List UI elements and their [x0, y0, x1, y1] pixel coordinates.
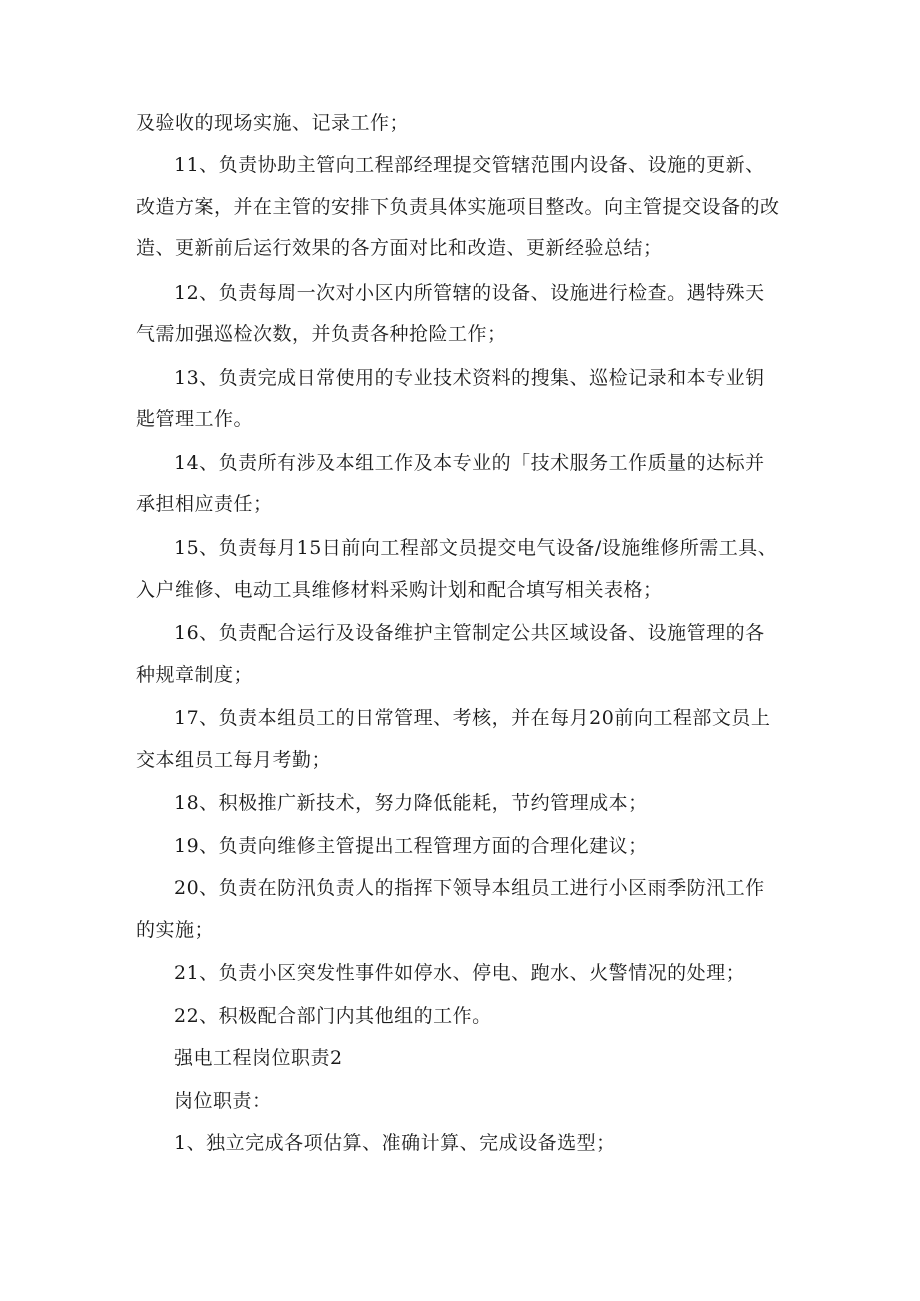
text-line: 11、负责协助主管向工程部经理提交管辖范围内设备、设施的更新、: [174, 154, 765, 176]
text-line: 13、负责完成日常使用的专业技术资料的搜集、巡检记录和本专业钥: [174, 367, 765, 389]
text-line: 种规章制度；: [136, 664, 254, 686]
text-line: 12、负责每周一次对小区内所管辖的设备、设施进行检查。遇特殊天: [174, 282, 765, 304]
text-line: 气需加强巡检次数，并负责各种抢险工作；: [136, 323, 507, 345]
section-heading: 强电工程岗位职责2: [174, 1047, 343, 1069]
text-line: 及验收的现场实施、记录工作；: [136, 112, 410, 134]
text-line: 15、负责每月15日前向工程部文员提交电气设备/设施维修所需工具、: [174, 537, 778, 559]
text-line: 交本组员工每月考勤；: [136, 749, 332, 771]
text-line: 21、负责小区突发性事件如停水、停电、跑水、火警情况的处理；: [174, 962, 746, 984]
text-line: 1、独立完成各项估算、准确计算、完成设备选型；: [174, 1132, 616, 1154]
text-line: 的实施；: [136, 919, 215, 941]
text-line: 入户维修、电动工具维修材料采购计划和配合填写相关表格；: [136, 579, 663, 601]
text-line: 22、积极配合部门内其他组的工作。: [174, 1005, 492, 1027]
subheading: 岗位职责：: [174, 1090, 272, 1112]
text-line: 承担相应责任；: [136, 493, 273, 515]
text-line: 19、负责向维修主管提出工程管理方面的合理化建议；: [174, 835, 648, 857]
text-line: 匙管理工作。: [136, 408, 254, 430]
text-line: 14、负责所有涉及本组工作及本专业的「技术服务工作质量的达标并: [174, 452, 765, 474]
text-line: 17、负责本组员工的日常管理、考核，并在每月20前向工程部文员上: [174, 707, 771, 729]
text-line: 改造方案，并在主管的安排下负责具体实施项目整改。向主管提交设备的改: [136, 196, 780, 218]
text-line: 18、积极推广新技术，努力降低能耗，节约管理成本；: [174, 792, 648, 814]
text-line: 20、负责在防汛负责人的指挥下领导本组员工进行小区雨季防汛工作: [174, 877, 765, 899]
text-line: 造、更新前后运行效果的各方面对比和改造、更新经验总结；: [136, 237, 663, 259]
text-line: 16、负责配合运行及设备维护主管制定公共区域设备、设施管理的各: [174, 622, 765, 644]
